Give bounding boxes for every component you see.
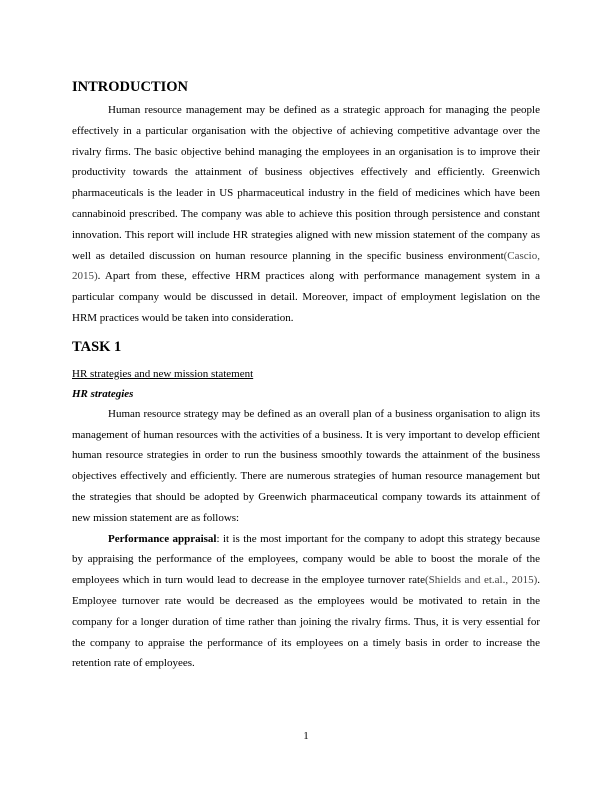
hr-strategies-paragraph: Human resource strategy may be defined as an overall plan of a business organisation to align its management of human resources with the activities of a business. It is very important to develop efficient human resource strategies in order to run the business smoothly towards the attainment of the business objectives effectively and efficiently. There are numerous strategies of human resource management but the strategies that should be adopted by Greenwich pharmaceutical company towards its attainment of new mission statement are as follows: (72, 407, 540, 524)
citation-shields: (Shields and et.al., 2015) (425, 574, 538, 587)
task1-heading: TASK 1 (72, 338, 122, 355)
introduction-text-part2: . Apart from these, effective HRM practices along with performance management system in a particular company would be discussed in detail. Moreover, impact of employment legislation on the HRM practices would be taken into consideration. (72, 270, 540, 324)
citation-cascio: (Cascio, 2015) (72, 249, 540, 283)
page-number: 1 (303, 730, 309, 742)
hr-strategies-subheading: HR strategies (72, 387, 134, 400)
task1-subheading: HR strategies and new mission statement (72, 367, 254, 380)
performance-appraisal-text-part1: : it is the most important for the company to adopt this strategy because by appraising the performance of the employees, company would be able to boost the morale of the employees which in turn would lead to decrease in the employee turnover rate (72, 532, 540, 587)
document-page (72, 78, 540, 674)
introduction-heading: INTRODUCTION (72, 79, 189, 95)
performance-appraisal-term: Performance appraisal (108, 532, 217, 545)
performance-appraisal-paragraph (72, 529, 540, 675)
introduction-paragraph (72, 100, 540, 329)
performance-appraisal-text-part2: . Employee turnover rate would be decreased as the employees would be motivated to retain in the company for a longer duration of time rather than joining the rivalry firms. Thus, it is very essential for the company to appraise the performance of its employees on a timely basis in order to increase the retention rate of employees. (72, 574, 540, 670)
introduction-text-part1: Human resource management may be defined as a strategic approach for managing the people effectively in a particular organisation with the objective of achieving competitive advantage over the rivalry firms. The basic objective behind managing the employees in an organisation is to improve their productivity towards the attainment of business objectives effectively and efficiently. Greenwich pharmaceuticals is the leader in US pharmaceutical industry in the field of medicines which have been cannabinoid prescribed. The company was able to achieve this position through persistence and constant innovation. This report will include HR strategies aligned with new mission statement of the company as well as detailed discussion on human resource planning in the specific business environment (72, 104, 540, 262)
